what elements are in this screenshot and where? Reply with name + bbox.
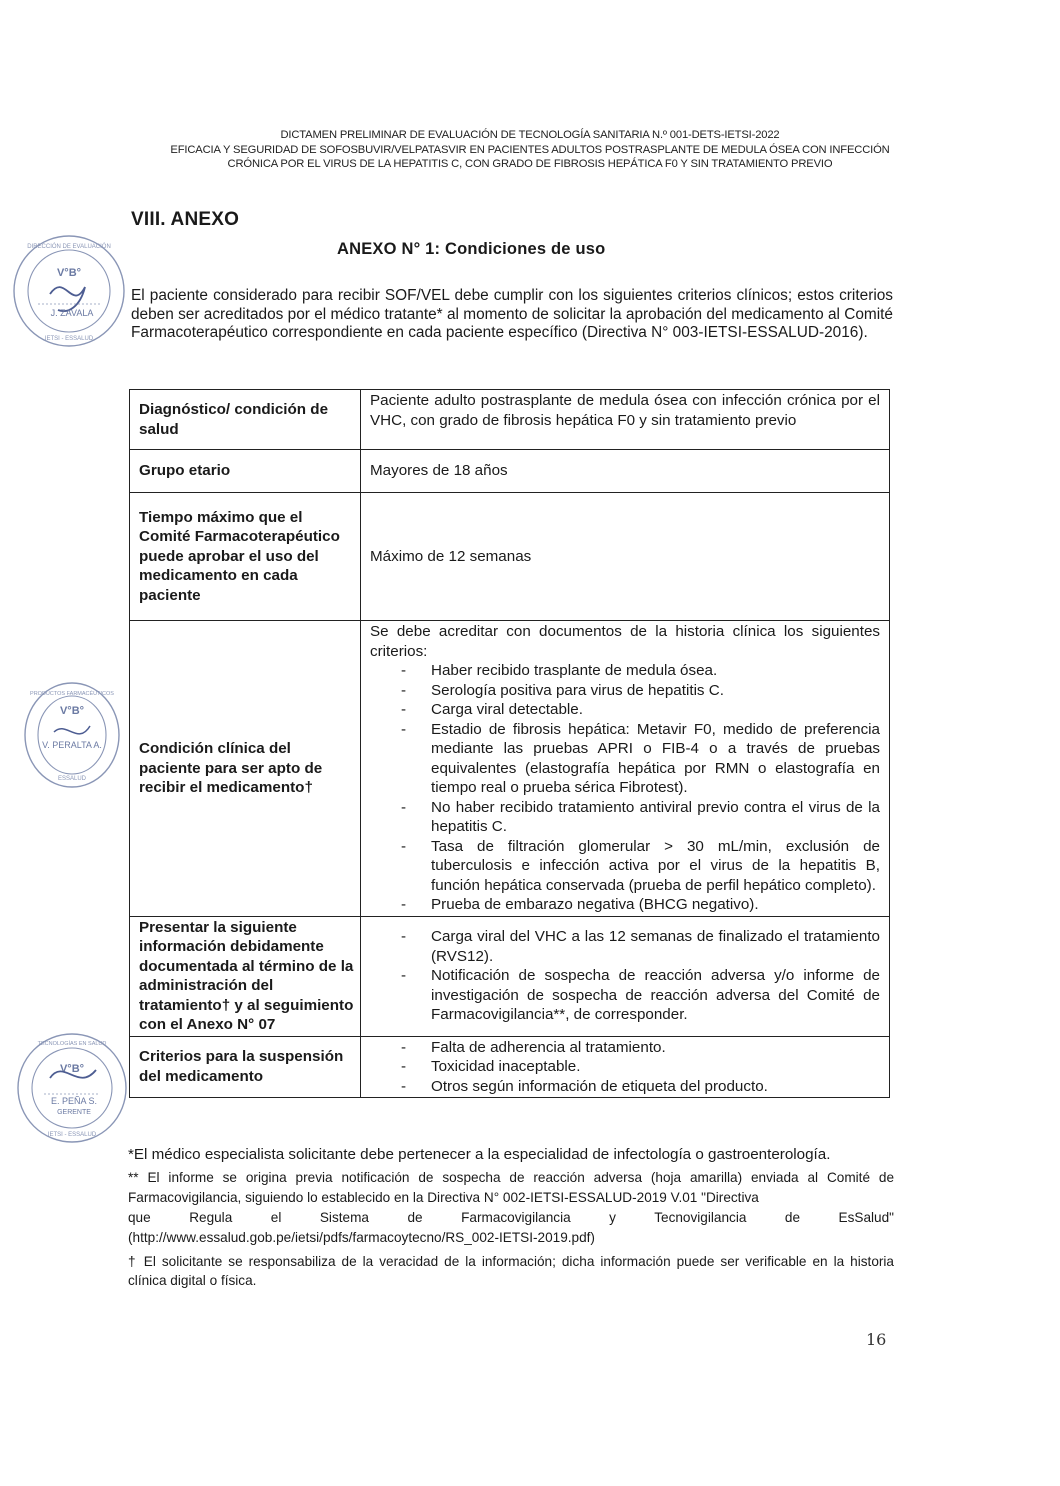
svg-text:IETSI - ESSALUD: IETSI - ESSALUD	[47, 1132, 97, 1138]
footnote-responsibility: † El solicitante se responsabiliza de la veracidad de la información; dicha información puede ser verificable en la historia clínica digital o física.	[128, 1253, 894, 1288]
footnote-url: (http://www.essalud.gob.pe/ietsi/pdfs/farmacoytecno/RS_002-IETSI-2019.pdf)	[128, 1229, 595, 1245]
criteria-list	[370, 661, 880, 915]
row-key: Criterios para la suspensión del medicamento	[130, 1036, 361, 1098]
svg-text:TECNOLOGÍAS EN SALUD: TECNOLOGÍAS EN SALUD	[37, 1041, 107, 1047]
row-key: Condición clínica del paciente para ser apto de recibir el medicamento†	[130, 621, 361, 917]
approval-stamp-1	[10, 232, 128, 350]
list-item: - Carga viral detectable.	[370, 700, 880, 720]
table-row	[130, 1036, 890, 1098]
approval-stamp-3	[14, 1030, 130, 1146]
svg-text:IETSI - ESSALUD: IETSI - ESSALUD	[44, 336, 94, 342]
list-item: - Serología positiva para virus de hepatitis C.	[370, 681, 880, 701]
list-item: - Falta de adherencia al tratamiento.	[370, 1038, 880, 1058]
svg-text:GERENTE: GERENTE	[57, 1109, 91, 1116]
footnote-specialist: *El médico especialista solicitante debe pertenecer a la especialidad de infectología o gastroenterología.	[128, 1146, 831, 1163]
documentation-list	[370, 927, 880, 1025]
row-value: Paciente adulto postrasplante de medula ósea con infección crónica por el VHC, con grado de fibrosis hepática F0 y sin tratamiento previo	[361, 390, 890, 450]
svg-text:PRODUCTOS FARMACÉUTICOS: PRODUCTOS FARMACÉUTICOS	[30, 691, 114, 697]
suspension-list	[370, 1038, 880, 1097]
approval-stamp-2	[22, 680, 122, 790]
annex-title: ANEXO N° 1: Condiciones de uso	[337, 240, 606, 258]
footnote-text: que Regula el Sistema de Farmacovigilancia y Tecnovigilancia de EsSalud"	[128, 1210, 894, 1225]
conditions-table	[129, 389, 890, 1098]
page-number: 16	[866, 1330, 887, 1349]
seal-icon	[22, 680, 122, 790]
list-item: - Estadio de fibrosis hepática: Metavir F0, medido de preferencia mediante las pruebas APRI o FIB-4 o a través de pruebas equivalentes (elastografía hepática por RMN o elastografía en tiempo real o prueba sérica Fibrotest).	[370, 720, 880, 798]
row-key: Tiempo máximo que el Comité Farmacoterapéutico puede aprobar el uso del medicamento en cada paciente	[130, 493, 361, 621]
header-line-1: DICTAMEN PRELIMINAR DE EVALUACIÓN DE TECNOLOGÍA SANITARIA N.º 001-DETS-IETSI-2022	[280, 129, 780, 141]
svg-text:V°B°: V°B°	[59, 705, 85, 717]
table-row	[130, 390, 890, 450]
header-line-2: EFICACIA Y SEGURIDAD DE SOFOSBUVIR/VELPATASVIR EN PACIENTES ADULTOS POSTRASPLANTE DE MEDULA ÓSEA CON INFECCIÓN	[170, 143, 890, 156]
row-value	[361, 621, 890, 917]
list-item: - Haber recibido trasplante de medula ósea.	[370, 661, 880, 681]
svg-text:V°B°: V°B°	[59, 1063, 85, 1075]
document-header	[120, 128, 940, 172]
header-line-3: CRÓNICA POR EL VIRUS DE LA HEPATITIS C, CON GRADO DE FIBROSIS HEPÁTICA F0 Y SIN TRATAMIENTO PREVIO	[227, 158, 833, 170]
table-row	[130, 493, 890, 621]
row-value: Máximo de 12 semanas	[361, 493, 890, 621]
svg-text:ESSALUD: ESSALUD	[57, 776, 87, 782]
svg-text:V. PERALTA A.: V. PERALTA A.	[42, 740, 102, 750]
section-title: VIII. ANEXO	[131, 209, 240, 230]
footnotes	[128, 1146, 894, 1290]
seal-icon	[10, 232, 128, 350]
footnote-pharmacovigilance	[128, 1168, 894, 1247]
table-row	[130, 621, 890, 917]
table-row	[130, 916, 890, 1036]
row-value	[361, 1036, 890, 1098]
list-item: - Otros según información de etiqueta del producto.	[370, 1077, 880, 1097]
svg-text:J. ZAVALA: J. ZAVALA	[50, 308, 94, 318]
row-key: Diagnóstico/ condición de salud	[130, 390, 361, 450]
list-item: - Tasa de filtración glomerular > 30 mL/min, exclusión de tuberculosis e infección activa por el virus de la hepatitis B, función hepática conservada (prueba de perfil hepático completo).	[370, 837, 880, 896]
list-item: - Prueba de embarazo negativa (BHCG negativo).	[370, 895, 880, 915]
list-item: - Carga viral del VHC a las 12 semanas de finalizado el tratamiento (RVS12).	[370, 927, 880, 966]
list-item: - No haber recibido tratamiento antiviral previo contra el virus de la hepatitis C.	[370, 798, 880, 837]
row-key: Grupo etario	[130, 450, 361, 493]
svg-text:DIRECCIÓN DE EVALUACIÓN: DIRECCIÓN DE EVALUACIÓN	[27, 244, 111, 250]
svg-text:V°B°: V°B°	[56, 267, 82, 279]
seal-icon	[14, 1030, 130, 1146]
list-item: - Toxicidad inaceptable.	[370, 1057, 880, 1077]
criteria-intro: Se debe acreditar con documentos de la historia clínica los siguientes criterios:	[370, 623, 880, 660]
row-value: Mayores de 18 años	[361, 450, 890, 493]
row-key: Presentar la siguiente información debidamente documentada al término de la administración del tratamiento† y al seguimiento con el Anexo N° 07	[130, 916, 361, 1036]
row-value	[361, 916, 890, 1036]
table-row	[130, 450, 890, 493]
svg-text:E. PEÑA S.: E. PEÑA S.	[50, 1096, 98, 1106]
intro-paragraph: El paciente considerado para recibir SOF/VEL debe cumplir con los siguientes criterios clínicos; estos criterios deben ser acreditados por el médico tratante* al momento de solicitar la aprobación del medicamento al Comité Farmacoterapéutico correspondiente en cada paciente específico (Directiva N° 003-IETSI-ESSALUD-2016).	[131, 287, 893, 342]
footnote-text: ** El informe se origina previa notificación de sospecha de reacción adversa (hoja amarilla) enviada al Comité de Farmacovigilancia, siguiendo lo establecido en la Directiva N° 002-IETSI-ESSALUD-2019 V.01 "Directiva	[128, 1170, 894, 1206]
list-item: - Notificación de sospecha de reacción adversa y/o informe de investigación de sospecha de reacción adversa del Comité de Farmacovigilancia**, de corresponder.	[370, 966, 880, 1025]
